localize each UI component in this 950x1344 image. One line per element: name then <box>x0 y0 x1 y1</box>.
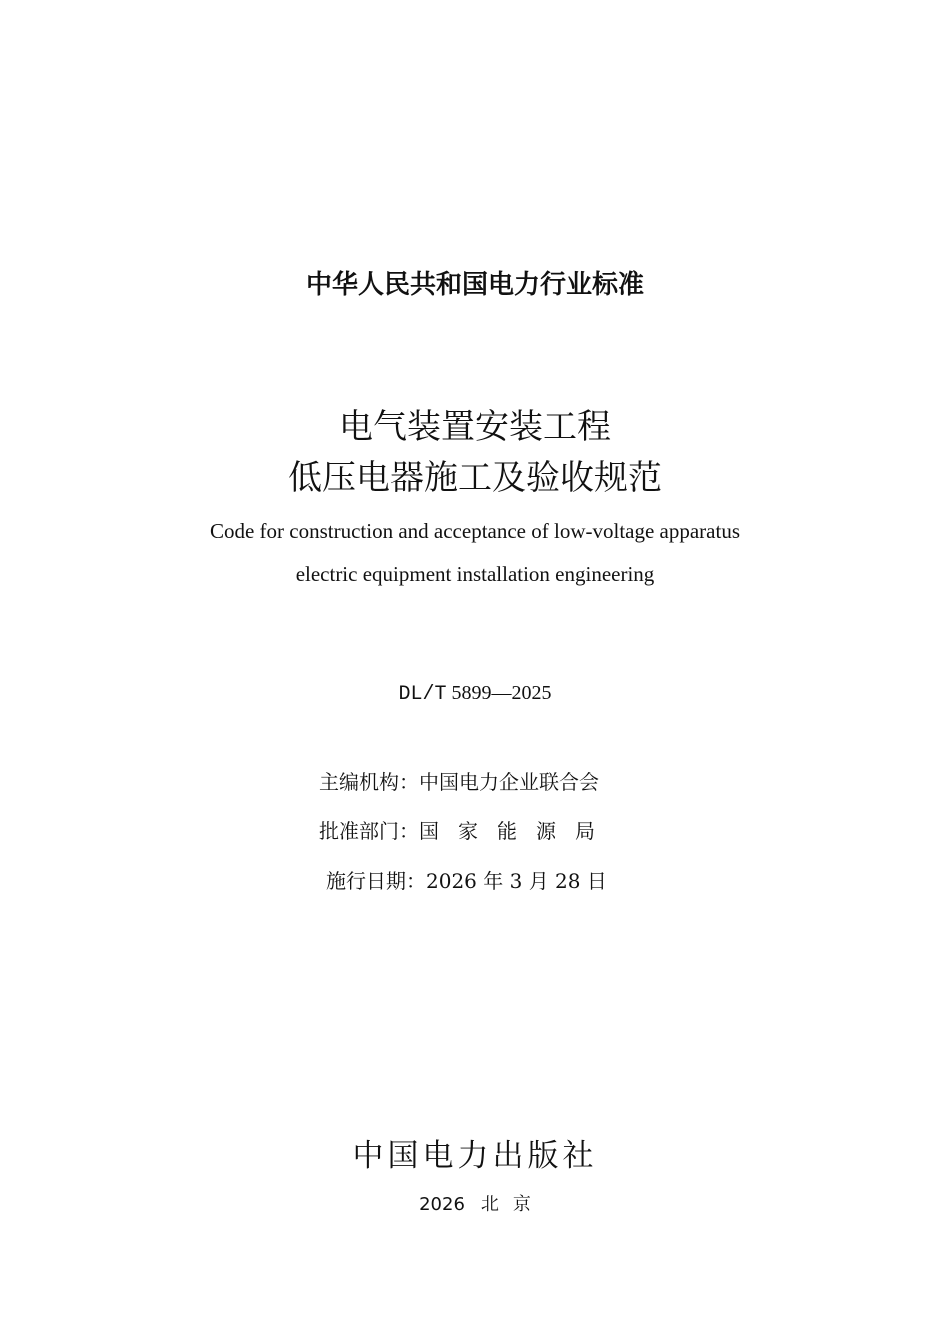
approver-char: 家 <box>458 819 478 843</box>
publication-city-char: 京 <box>512 1194 531 1215</box>
editor-label: 主编机构： <box>319 770 419 794</box>
title-zh-line-2: 低压电器施工及验收规范 <box>288 458 662 498</box>
standard-code-prefix: DL/T <box>398 683 447 706</box>
approver-char: 国 <box>419 819 439 843</box>
editor-value: 中国电力企业联合会 <box>419 770 599 794</box>
effective-date-line <box>326 871 607 891</box>
title-zh-line-1: 电气装置安装工程 <box>339 407 611 447</box>
publication-city-char: 北 <box>480 1194 499 1215</box>
publication-year: 2026 <box>419 1194 465 1215</box>
approver-char: 源 <box>536 819 556 843</box>
publisher-name: 中国电力出版社 <box>352 1138 598 1174</box>
effective-date-value: 2026 年 3 月 28 日 <box>426 869 607 893</box>
industry-standard-heading: 中华人民共和国电力行业标准 <box>305 270 644 300</box>
approver-char: 局 <box>575 819 595 843</box>
title-en-line-2: electric equipment installation engineering <box>295 562 655 586</box>
approver-char: 能 <box>497 819 517 843</box>
title-en-line-1: Code for construction and acceptance of low-voltage apparatus <box>209 519 741 543</box>
effective-date-label: 施行日期： <box>326 869 426 893</box>
standard-code-number: 5899—2025 <box>451 682 552 704</box>
approver-line <box>319 821 595 841</box>
editor-line <box>319 772 599 792</box>
publication-place-year <box>0 1196 950 1214</box>
standard-code <box>0 683 950 705</box>
approver-label: 批准部门： <box>319 819 419 843</box>
approver-value <box>419 819 595 843</box>
